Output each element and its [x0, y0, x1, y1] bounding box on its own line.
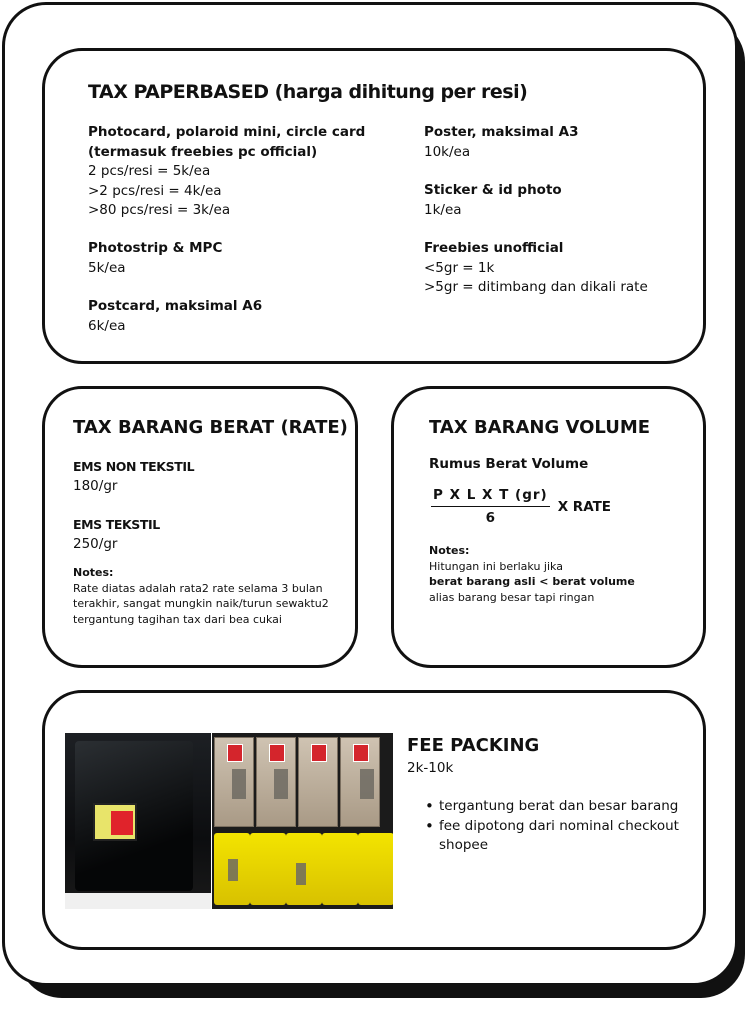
sticker-heading: Sticker & id photo [424, 182, 562, 198]
formula-denominator: 6 [485, 510, 496, 526]
freebies-block [424, 239, 648, 298]
rate-note-line: tergantung tagihan tax dari bea cukai [73, 612, 282, 626]
rate-notes [73, 565, 349, 627]
formula-multiplier: X RATE [557, 498, 612, 515]
postcard-block [88, 297, 262, 336]
freebies-rate: >5gr = ditimbang dan dikali rate [424, 279, 648, 295]
poster-block [424, 123, 578, 162]
photocard-heading-note: (termasuk freebies pc official) [88, 143, 318, 160]
ems-tekstil-rate: 250/gr [73, 535, 118, 552]
rate-title: TAX BARANG BERAT (RATE) [73, 417, 348, 438]
formula-fraction [431, 487, 550, 526]
photocard-rate: 2 pcs/resi = 5k/ea [88, 163, 211, 179]
volume-formula [431, 487, 611, 526]
photostrip-block [88, 239, 222, 278]
volume-formula-title: Rumus Berat Volume [429, 456, 589, 472]
sticker-price: 1k/ea [424, 201, 462, 218]
rate-card [42, 386, 358, 668]
ems-non-tekstil-block [73, 457, 194, 496]
photocard-rate: >80 pcs/resi = 3k/ea [88, 202, 231, 218]
volume-note-line: alias barang besar tapi ringan [429, 590, 595, 604]
postcard-price: 6k/ea [88, 317, 126, 334]
sticker-block [424, 181, 562, 220]
packing-card [42, 690, 706, 950]
packed-parcel-photo [65, 733, 211, 909]
paperbased-title: TAX PAPERBASED (harga dihitung per resi) [88, 81, 528, 103]
photocard-heading: Photocard, polaroid mini, circle card [88, 124, 366, 140]
photostrip-price: 5k/ea [88, 259, 126, 276]
rate-note-line: Rate diatas adalah rata2 rate selama 3 bulan [73, 581, 323, 595]
packing-title: FEE PACKING [407, 735, 540, 756]
ems-tekstil-heading: EMS TEKSTIL [73, 517, 160, 532]
freebies-heading: Freebies unofficial [424, 240, 564, 256]
volume-notes [429, 543, 689, 605]
freebies-rate: <5gr = 1k [424, 259, 495, 276]
ems-non-tekstil-rate: 180/gr [73, 477, 118, 494]
rate-note-line: terakhir, sangat mungkin naik/turun sewaktu2 [73, 597, 329, 610]
list-item: shopee [439, 837, 489, 853]
list-item: • fee dipotong dari nominal checkout [429, 817, 697, 837]
poster-price: 10k/ea [424, 143, 471, 160]
photocard-rate: >2 pcs/resi = 4k/ea [88, 182, 222, 199]
list-item: • tergantung berat dan besar barang [429, 797, 697, 817]
poster-heading: Poster, maksimal A3 [424, 124, 579, 140]
photocard-block [88, 123, 388, 221]
volume-note-line: Hitungan ini berlaku jika [429, 559, 563, 573]
paperbased-card [42, 48, 706, 364]
volume-notes-label: Notes: [429, 544, 470, 557]
volume-note-condition: berat barang asli < berat volume [429, 575, 635, 588]
packing-price: 2k-10k [407, 760, 454, 776]
ems-tekstil-block [73, 515, 160, 554]
formula-numerator: P X L X T (gr) [431, 487, 550, 507]
packing-notes-list [417, 797, 697, 856]
photostrip-heading: Photostrip & MPC [88, 240, 223, 256]
packed-boxes-photo [212, 733, 393, 909]
volume-card [391, 386, 706, 668]
rate-notes-label: Notes: [73, 566, 114, 579]
postcard-heading: Postcard, maksimal A6 [88, 298, 263, 314]
ems-non-tekstil-heading: EMS NON TEKSTIL [73, 459, 195, 474]
volume-title: TAX BARANG VOLUME [429, 417, 651, 438]
